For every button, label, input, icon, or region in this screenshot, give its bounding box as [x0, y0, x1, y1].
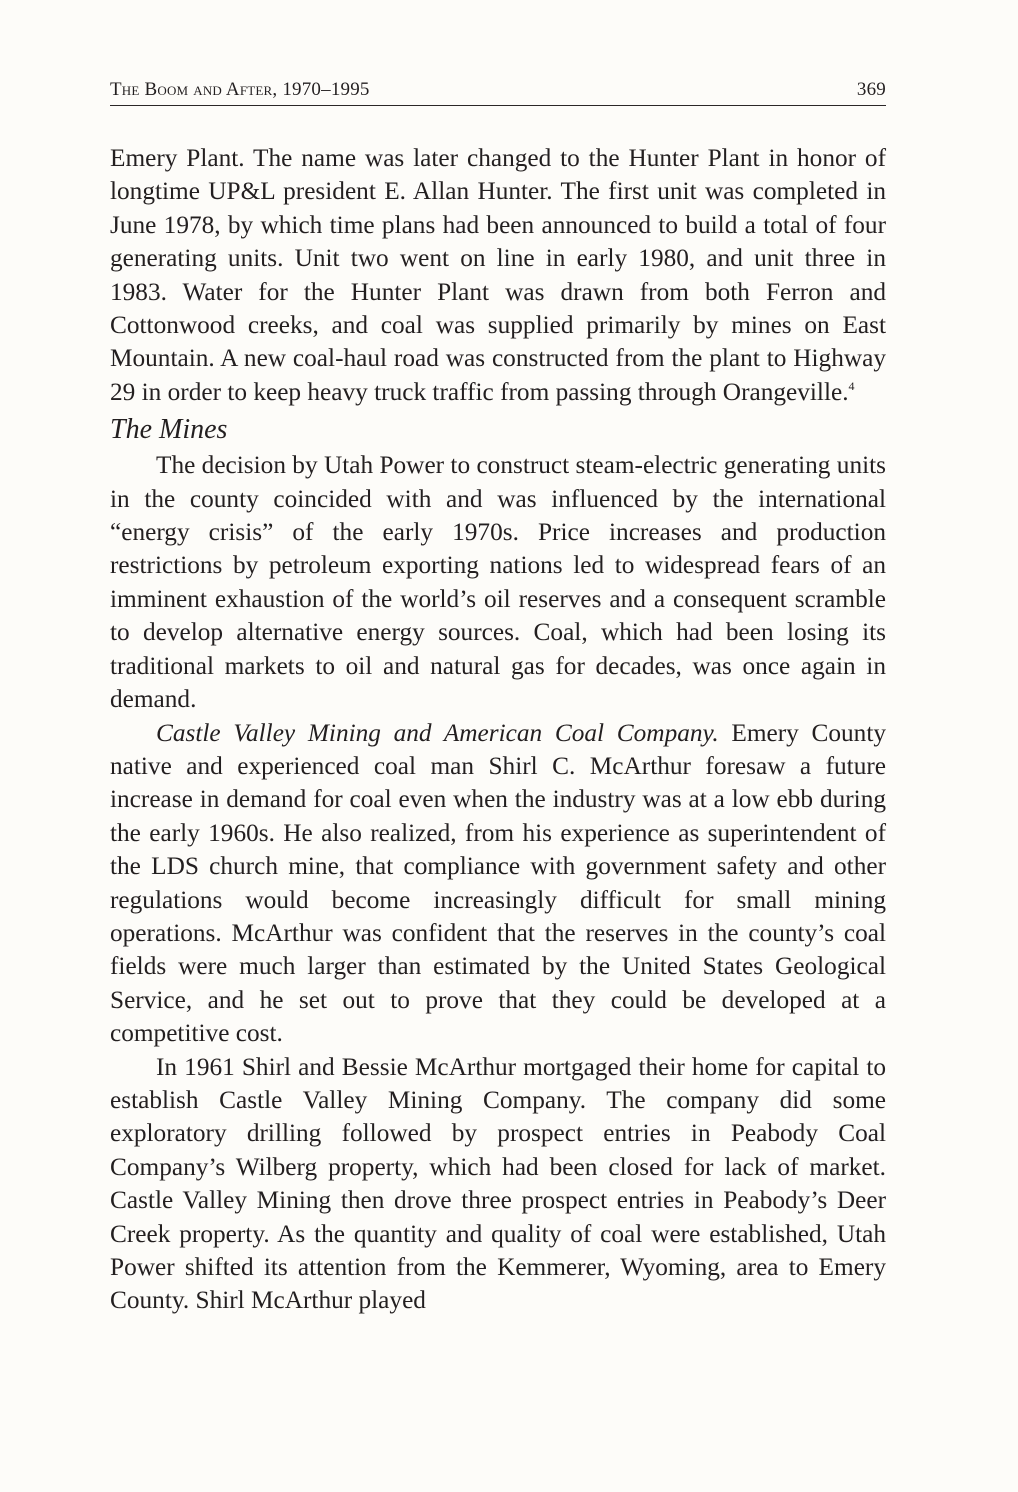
running-head [110, 78, 886, 106]
paragraph-mcarthur-1961: In 1961 Shirl and Bessie McArthur mortgaged their home for capital to establish Castle Valley Mining Company. The company did some exploratory drilling followed by prospect entries in Peabody Coal Company’s Wilberg property, which had been closed for lack of market. Castle Valley Mining then drove three prospect entries in Peabody’s Deer Creek property. As the quantity and quality of coal were established, Utah Power shifted its attention from the Kemmerer, Wyoming, area to Emery County. Shirl McArthur played [110, 1052, 886, 1315]
paragraph-hunter-plant [110, 142, 886, 409]
section-heading-the-mines: The Mines [110, 414, 228, 446]
footnote-marker: 4 [848, 378, 855, 393]
body-text [110, 142, 886, 1318]
paragraph-energy-crisis: The decision by Utah Power to construct steam-electric generating units in the county coincided with and was influenced by the international “energy crisis” of the early 1970s. Price increases and production restrictions by petroleum exporting nations led to widespread fears of an imminent exhaustion of the world’s oil reserves and a consequent scramble to develop alternative energy sources. Coal, which had been losing its traditional markets to oil and natural gas for decades, was once again in demand. [110, 451, 886, 714]
paragraph-text: Emery Plant. The name was later changed to the Hunter Plant in honor of longtime UP&L president E. Allan Hunter. The first unit was completed in June 1978, by which time plans had been announced to build a total of four generating units. Unit two went on line in early 1980, and unit three in 1983. Water for the Hunter Plant was drawn from both Ferron and Cottonwood creeks, and coal was supplied primarily by mines on East Mountain. A new coal-haul road was constructed from the plant to Highway 29 in order to keep heavy truck traffic from passing through Orangeville. [110, 144, 886, 406]
page-number: 369 [856, 79, 886, 100]
run-in-heading: Castle Valley Mining and American Coal Company. [156, 718, 719, 747]
book-page [110, 78, 886, 1318]
paragraph-castle-valley-mining [110, 717, 886, 1051]
paragraph-text: Emery County native and experienced coal man Shirl C. McArthur foresaw a future increase in demand for coal even when the industry was at a low ebb during the early 1960s. He also realized, from his experience as superintendent of the LDS church mine, that compliance with government safety and other regulations would become increasingly difficult for small mining operations. McArthur was confident that the reserves in the county’s coal fields were much larger than estimated by the United States Geological Service, and he set out to prove that they could be developed at a competitive cost. [110, 718, 886, 1048]
running-title: The Boom and After, 1970–1995 [110, 79, 370, 100]
